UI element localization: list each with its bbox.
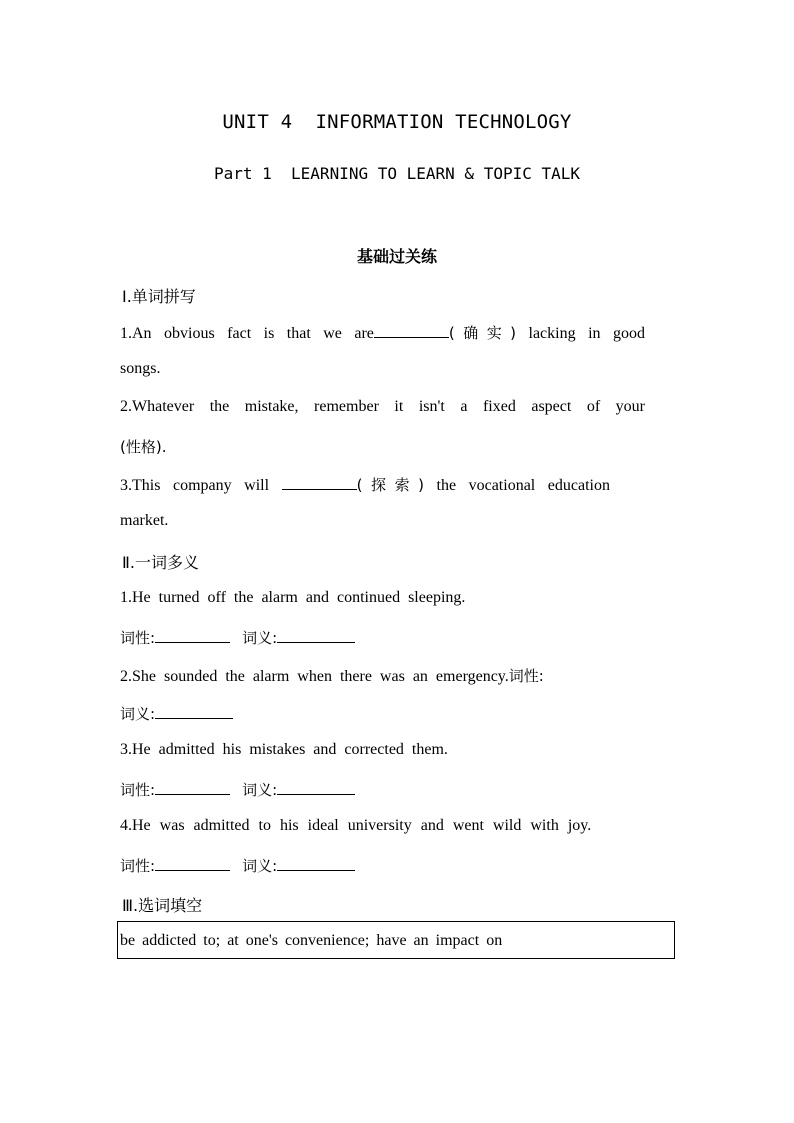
- part2-answer-1: [120, 627, 355, 648]
- part3-heading: Ⅲ.选词填空: [122, 896, 203, 915]
- part2-question-4: 4.He was admitted to his ideal university and went wild with joy.: [120, 817, 592, 834]
- part2-question-1: 1.He turned off the alarm and continued sleeping.: [120, 589, 466, 606]
- pos-label: 词性:: [120, 857, 156, 875]
- part2-question-3: 3.He admitted his mistakes and corrected them.: [120, 741, 448, 758]
- word-bank-box: [117, 921, 675, 959]
- part2-question-2: [120, 665, 544, 686]
- part2-answer-2: [120, 703, 233, 724]
- meaning-blank-2[interactable]: [155, 704, 233, 719]
- page-title: UNIT 4 INFORMATION TECHNOLOGY: [222, 111, 572, 133]
- meaning-blank-1[interactable]: [277, 628, 355, 643]
- q2-sentence: 2.She sounded the alarm when there was an emergency.: [120, 668, 509, 685]
- part2-answer-4: [120, 855, 355, 876]
- meaning-label: 词义:: [242, 781, 278, 799]
- q1-text-b: lacking in good: [528, 325, 645, 342]
- q3-blank[interactable]: [282, 475, 357, 490]
- meaning-blank-3[interactable]: [277, 780, 355, 795]
- q1-text-c: songs.: [120, 360, 161, 377]
- pos-label: 词性:: [508, 667, 544, 685]
- part1-question-3: [120, 474, 610, 495]
- meaning-label: 词义:: [242, 629, 278, 647]
- section-title: 基础过关练: [356, 247, 437, 266]
- q1-blank[interactable]: [374, 323, 449, 338]
- pos-blank-4[interactable]: [155, 856, 230, 871]
- part1-question-2: 2.Whatever the mistake, remember it isn't a fixed aspect of your: [120, 398, 645, 415]
- word-bank-text: be addicted to; at one's convenience; have an impact on: [120, 932, 503, 949]
- meaning-label: 词义:: [120, 705, 156, 723]
- part1-heading: Ⅰ.单词拼写: [122, 287, 196, 306]
- meaning-blank-4[interactable]: [277, 856, 355, 871]
- q2-text-b: (性格).: [120, 438, 167, 456]
- pos-label: 词性:: [120, 781, 156, 799]
- q3-hint: (探索): [356, 476, 424, 494]
- pos-blank-1[interactable]: [155, 628, 230, 643]
- pos-label: 词性:: [120, 629, 156, 647]
- part1-question-1: [120, 322, 645, 343]
- pos-blank-3[interactable]: [155, 780, 230, 795]
- q1-hint: (确实): [448, 324, 517, 342]
- q3-text-c: market.: [120, 512, 169, 529]
- q3-text-a: 3.This company will: [120, 477, 270, 494]
- q3-text-b: the vocational education: [436, 477, 610, 494]
- part2-answer-3: [120, 779, 355, 800]
- meaning-label: 词义:: [242, 857, 278, 875]
- page-subtitle: Part 1 LEARNING TO LEARN & TOPIC TALK: [213, 164, 581, 183]
- q1-text-a: 1.An obvious fact is that we are: [120, 325, 374, 342]
- part2-heading: Ⅱ.一词多义: [122, 553, 199, 572]
